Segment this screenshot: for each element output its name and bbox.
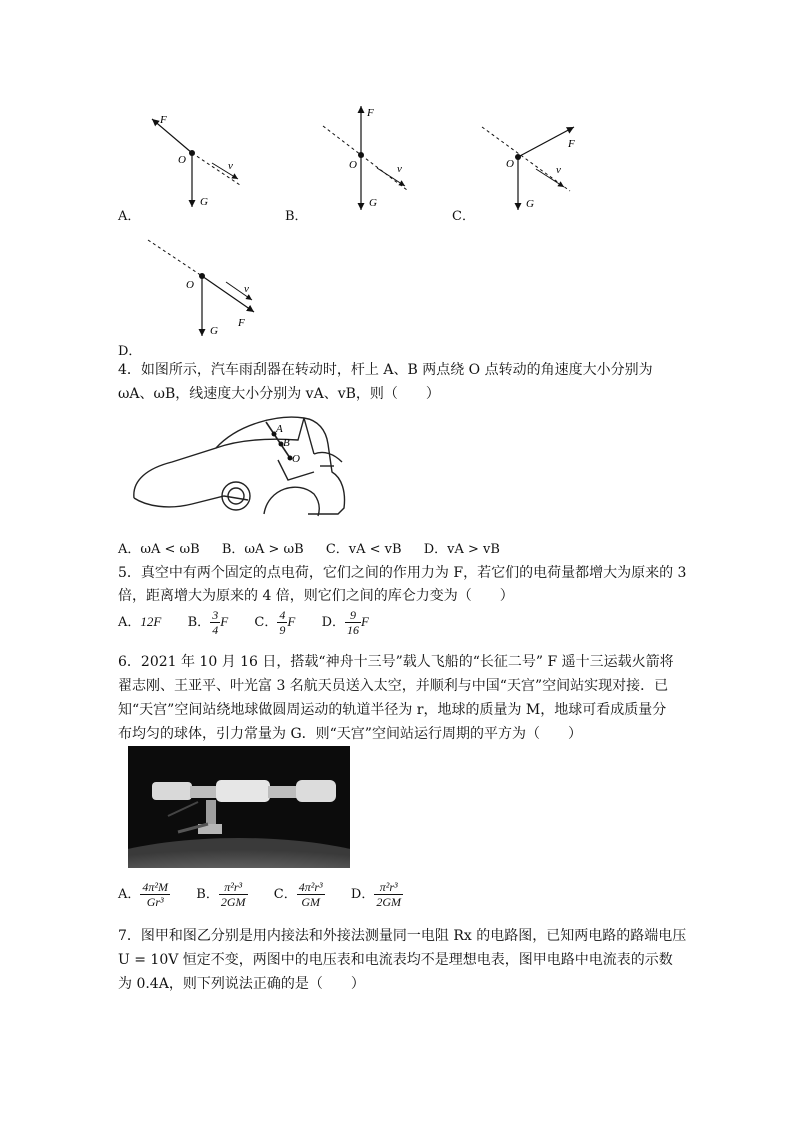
q6-stem-line3: 知“天宫”空间站绕地球做圆周运动的轨道半径为 r，地球的质量为 M，地球可看成质量分 [118,702,667,718]
force-label: F [160,114,167,126]
velocity-label: v [228,160,233,172]
velocity-label: v [556,164,561,176]
q3-option-a-label[interactable]: A． [118,209,141,224]
q3-option-b-label[interactable]: B． [285,209,308,224]
q5-option-c[interactable]: C． $\frac{4}{9}$ F [254,608,296,637]
q4-option-d[interactable]: D．vA > vB [423,542,500,557]
q7-stem-line1: 7．图甲和图乙分别是用内接法和外接法测量同一电阻 Rx 的电路图，已知两电路的路端电压 [118,928,687,944]
q3-diagram-a [140,105,250,215]
q5-option-b[interactable]: B． $\frac{3}{4}$ F [187,608,229,637]
origin-label: O [178,154,186,166]
q3-option-d-label[interactable]: D． [118,344,142,359]
q6-option-a[interactable]: A． $\frac{\text{4π²M}}{\text{Gr³}}$ [118,880,168,909]
velocity-label: v [244,283,249,295]
origin-label: O [506,158,514,170]
force-label: F [238,317,245,329]
q7-stem-line2: U = 10V 恒定不变，两图中的电压表和电流表均不是理想电表，图甲电路中电流表的示数 [118,952,673,968]
q3-diagram-d [140,232,270,342]
origin-label: O [349,159,357,171]
q6-stem-line1: 6．2021 年 10 月 16 日，搭载“神舟十三号”载人飞船的“长征二号” F 遥十三运载火箭将 [118,654,674,670]
force-label: F [568,138,575,150]
q4-option-b[interactable]: B．ωA > ωB [221,542,304,557]
fraction: $\frac{9}{16}$ [347,608,360,637]
gravity-label: G [200,196,208,208]
q6-option-c[interactable]: C． $\frac{\text{4π²r³}}{GM}$ [273,880,323,909]
velocity-label: v [397,163,402,175]
force-label: F [367,107,374,119]
origin-label: O [186,279,194,291]
fraction: $\frac{\text{π²r³}}{2GM}$ [220,880,246,909]
q4-car-figure [128,410,348,528]
q6-stem-line2: 翟志刚、王亚平、叶光富 3 名航天员送入太空，并顺利与中国“天宫”空间站实现对接．已 [118,678,669,694]
q5-stem-line2: 倍，距离增大为原来的 4 倍，则它们之间的库仑力变为（ ） [118,588,514,604]
point-a-label: A [276,423,283,435]
q6-option-d[interactable]: D． $\frac{\text{π²r³}}{2GM}$ [350,880,402,909]
q3-diagram-b [315,100,425,215]
gravity-label: G [369,197,377,209]
q5-stem-line1: 5．真空中有两个固定的点电荷，它们之间的作用力为 F，若它们的电荷量都增大为原来的 3 [118,565,687,581]
fraction: $\frac{4}{9}$ [279,608,286,637]
q4-stem-line1: 4．如图所示，汽车雨刮器在转动时，杆上 A、B 两点绕 O 点转动的角速度大小分别为 [118,362,653,378]
q6-stem-line4: 布均匀的球体，引力常量为 G．则“天宫”空间站运行周期的平方为（ ） [118,726,582,742]
gravity-label: G [526,198,534,210]
q5-option-d[interactable]: D． $\frac{9}{16}$ F [321,608,369,637]
q4-stem-line2: ωA、ωB，线速度大小分别为 vA、vB，则（ ） [118,386,440,402]
q3-option-c-label[interactable]: C． [452,209,475,224]
q5-option-a[interactable]: A．12F [118,614,162,630]
fraction: $\frac{\text{4π²r³}}{GM}$ [298,880,323,909]
fraction: $\frac{\text{π²r³}}{2GM}$ [376,880,402,909]
q4-option-a[interactable]: A．ωA < ωB [118,542,200,557]
q3-diagram-c [478,115,588,215]
point-b-label: B [283,437,290,449]
fraction: $\frac{3}{4}$ [212,608,219,637]
q4-option-c[interactable]: C．vA < vB [325,542,402,557]
q6-space-station-photo [128,746,350,868]
q6-option-b[interactable]: B． $\frac{\text{π²r³}}{2GM}$ [196,880,246,909]
gravity-label: G [210,325,218,337]
q7-stem-line3: 为 0.4A，则下列说法正确的是（ ） [118,976,365,992]
point-o-label: O [292,453,300,465]
fraction: $\frac{\text{4π²M}}{\text{Gr³}}$ [142,880,168,909]
